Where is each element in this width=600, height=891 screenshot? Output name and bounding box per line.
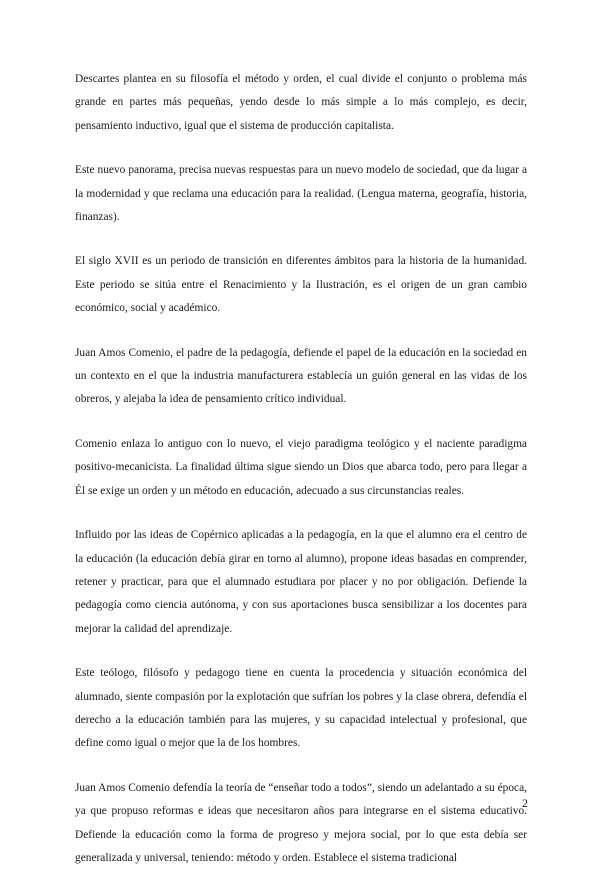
page-number: 2 — [522, 796, 528, 810]
paragraph-ensenar-todo: Juan Amos Comenio defendía la teoría de “enseñar todo a todos”, siendo un adelantado a su época, ya que propuso reformas e ideas que necesitaron años para integrarse en el sistema educativo. Defiende la educación como la forma de progreso y mejora social, por lo que esta debía ser generalizada y universal, teniendo: método y orden. Establece el sistema tradicional — [75, 781, 527, 864]
paragraph-copernico: Influido por las ideas de Copérnico aplicadas a la pedagogía, en la que el alumno era el centro de la educación (la educación debía girar en torno al alumno), propone ideas basadas en comprender, retener y practicar, para que el alumnado estudiara por placer y no por obligación. Defiende la pedagogía como ciencia autónoma, y con sus aportaciones busca sensibilizar a los docentes para mejorar la calidad del aprendizaje. — [75, 529, 527, 635]
paragraph-comenio-padre: Juan Amos Comenio, el padre de la pedagogía, defiende el papel de la educación en la sociedad en un contexto en el que la industria manufacturera establecía un guión general en las vidas de los obreros, y alejaba la idea de pensamiento crítico individual. — [75, 346, 527, 406]
paragraph-nuevo-panorama: Este nuevo panorama, precisa nuevas respuestas para un nuevo modelo de sociedad, que da lugar a la modernidad y que reclama una educación para la realidad. (Lengua materna, geografía, historia, finanzas). — [75, 164, 527, 224]
paragraph-siglo-xvii: El siglo XVII es un periodo de transición en diferentes ámbitos para la historia de la humanidad. Este periodo se sitúa entre el Renacimiento y la Ilustración, es el origen de un gran cambio económico, social y académico. — [75, 255, 527, 315]
paragraph-teologo: Este teólogo, filósofo y pedagogo tiene en cuenta la procedencia y situación económica del alumnado, siente compasión por la explotación que sufrían los pobres y la clase obrera, defendía el derecho a la educación también para las mujeres, y su capacidad intelectual y profesional, que define como igual o mejor que la de los hombres. — [75, 667, 527, 750]
paragraph-descartes: Descartes plantea en su filosofía el método y orden, el cual divide el conjunto o problema más grande en partes más pequeñas, yendo desde lo más simple a lo más complejo, es decir, pensamiento inductivo, igual que el sistema de producción capitalista. — [75, 73, 527, 132]
paragraph-comenio-enlaza: Comenio enlaza lo antiguo con lo nuevo, el viejo paradigma teológico y el naciente paradigma positivo-mecanicista. La finalidad última sigue siendo un Dios que abarca todo, pero para llegar a Él se exige un orden y un método en educación, adecuado a sus circunstancias reales. — [75, 437, 527, 497]
document-body — [75, 68, 527, 891]
